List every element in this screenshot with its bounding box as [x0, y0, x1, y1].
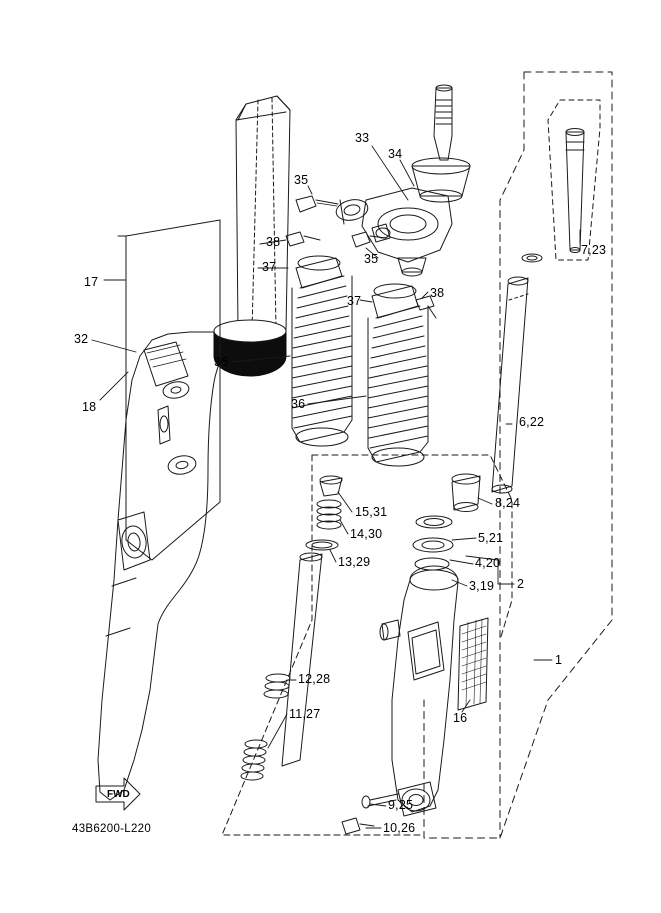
washer-small — [522, 254, 542, 262]
callout-18: 18 — [82, 400, 97, 414]
callout-10-26: 10,26 — [383, 821, 416, 835]
inner-tube-right-7-23 — [566, 129, 584, 253]
callout-9-25: 9,25 — [388, 798, 414, 812]
callout-38-b: 38 — [430, 286, 445, 300]
callout-12-28: 12,28 — [298, 672, 331, 686]
small-parts-column — [241, 476, 342, 780]
left-outer-tube-assembly — [98, 96, 290, 800]
oil-lock-piece-8-24 — [452, 474, 480, 512]
callout-4-20: 4,20 — [475, 556, 501, 570]
callout-36-a: 36 — [214, 355, 229, 369]
fwd-label: FWD — [107, 789, 130, 800]
callout-6-22: 6,22 — [519, 415, 545, 429]
steering-stem-assembly — [296, 85, 470, 276]
coil-spring-11-27 — [241, 740, 267, 780]
callout-15-31: 15,31 — [355, 505, 388, 519]
callout-8-24: 8,24 — [495, 496, 521, 510]
callout-14-30: 14,30 — [350, 527, 383, 541]
leader-lines-left — [92, 280, 136, 400]
callout-13-29: 13,29 — [338, 555, 371, 569]
callout-35-b: 35 — [364, 252, 379, 266]
dust-boot-left — [286, 232, 352, 446]
callout-5-21: 5,21 — [478, 531, 504, 545]
callout-1: 1 — [555, 653, 563, 667]
callout-32: 32 — [74, 332, 89, 346]
callout-34: 34 — [388, 147, 403, 161]
boot-bellows-right — [368, 306, 428, 448]
inner-tube-6-22 — [492, 277, 528, 493]
callout-38-a: 38 — [266, 235, 281, 249]
diagram-part-code: 43B6200-L220 — [72, 823, 152, 835]
callout-2: 2 — [517, 577, 525, 591]
dust-boot-right — [368, 284, 436, 466]
callout-37-b: 37 — [347, 294, 362, 308]
callout-36-b: 36 — [291, 397, 306, 411]
callout-17: 17 — [84, 275, 99, 289]
callout-16: 16 — [453, 711, 468, 725]
callout-7-23: 7,23 — [581, 243, 607, 257]
group-7-23-dashed — [548, 100, 600, 260]
callout-33: 33 — [355, 131, 370, 145]
callout-35-a: 35 — [294, 173, 309, 187]
leader-lines-stem — [308, 146, 414, 258]
callout-37-a: 37 — [262, 260, 277, 274]
protector-16 — [458, 618, 488, 710]
callout-11-27: 11,27 — [289, 707, 321, 721]
coil-spring-14-30 — [317, 500, 341, 529]
callout-3-19: 3,19 — [469, 579, 495, 593]
